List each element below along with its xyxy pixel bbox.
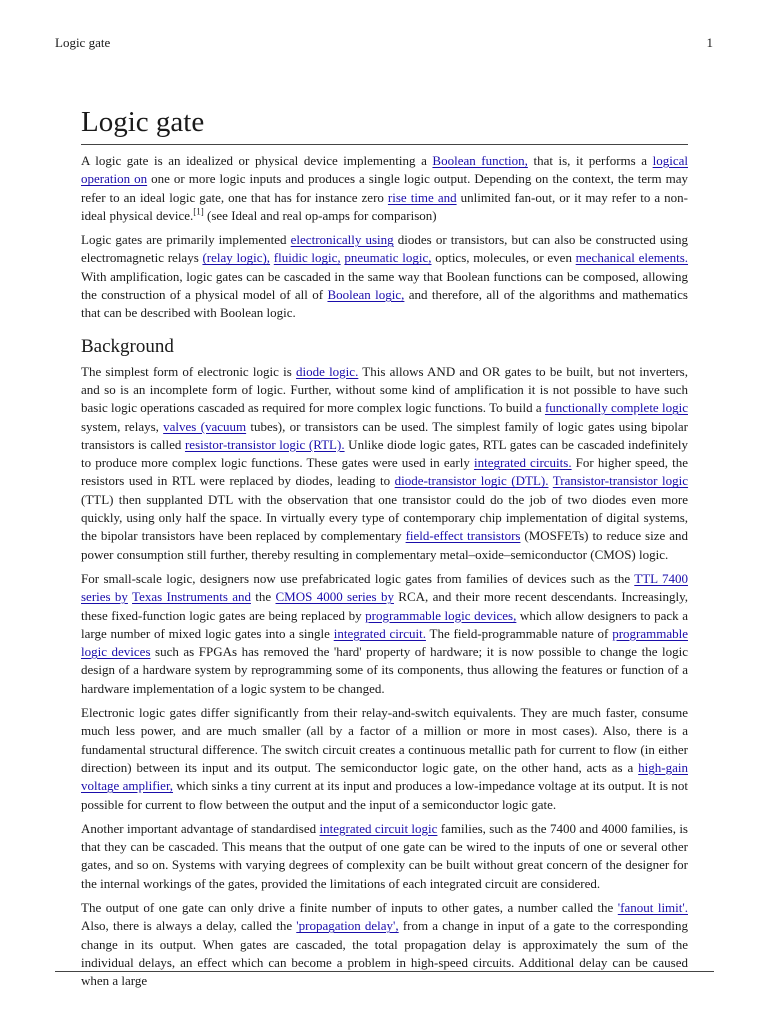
text-run: from a change in input of a gate to the corresponding change in its output. When gates are cascaded, the total propagation delay is approximately the sum of the individual delays, an effect which can become a problem in high-speed circuits. Additional delay can be caused when a large	[81, 918, 688, 989]
link-fanout-limit[interactable]: 'fanout limit'.	[617, 899, 688, 915]
text-run: Logic gates are primarily implemented	[81, 232, 291, 248]
link-logical-operation[interactable]: logical operation on	[81, 153, 688, 187]
link-fluidic-logic[interactable]: fluidic logic,	[273, 250, 341, 266]
text-run: that is, it performs a	[527, 153, 653, 168]
text-run: unlimited fan-out, or it may refer to a non-ideal physical device.	[81, 189, 688, 223]
text-run: This allows AND and OR gates to be built, but not inverters, and so is an incomplete form of logic. Further, without some kind of amplification it is not possible to have such basic logic operations cascaded as required for more complex logic functions. To build a	[81, 363, 688, 416]
citation-ref-1[interactable]: [1]	[193, 206, 204, 217]
text-run: For higher speed, the resistors used in RTL were replaced by diodes, leading to	[81, 455, 688, 489]
text-run: tubes), or transistors can be used. The simplest family of logic gates using bipolar transistors is called	[81, 418, 689, 452]
link-pneumatic-logic[interactable]: pneumatic logic,	[344, 250, 432, 266]
link-vacuum-tubes[interactable]: valves (vacuum	[163, 418, 247, 434]
text-run: RCA, and their more recent descendants. Increasingly, these fixed-function logic gates are being replaced by	[81, 589, 688, 623]
background-paragraph-4	[81, 820, 688, 893]
link-rise-time[interactable]: rise time and	[387, 189, 457, 205]
page-number: 1	[706, 35, 713, 50]
text-run: With amplification, logic gates can be cascaded in the same way that Boolean functions can be composed, allowing the construction of a physical model of all of	[81, 268, 688, 303]
text-run: The simplest form of electronic logic is	[81, 363, 296, 379]
text-run: (TTL) then supplanted DTL with the observation that one transistor could do the job of two diodes even more quickly, using only half the space. In virtually every type of contemporary chip implementation of digital systems, the bipolar transistors have been replaced by complementary	[81, 491, 688, 544]
link-texas-instruments[interactable]: Texas Instruments and	[132, 589, 251, 605]
intro-paragraph-1	[81, 152, 688, 225]
link-boolean-logic[interactable]: Boolean logic,	[327, 287, 405, 303]
text-run: one or more logic inputs and produces a single logic output. Depending on the context, the term may refer to an ideal logic gate, one that has for instance zero	[81, 171, 688, 205]
link-high-gain-amplifier[interactable]: high-gain voltage amplifier,	[81, 759, 688, 794]
text-run: The field-programmable nature of	[425, 625, 613, 641]
link-rtl[interactable]: resistor-transistor logic (RTL).	[184, 436, 345, 452]
text-run: which sinks a tiny current at its input and produces a low-impedance voltage at its output. It is not possible for current to flow between the output and the input of a semiconductor logic gate.	[81, 778, 688, 812]
text-run: For small-scale logic, designers now use prefabricated logic gates from families of devices such as the	[81, 570, 635, 586]
link-programmable-logic-devices[interactable]: programmable logic devices,	[365, 607, 517, 623]
text-run: (MOSFETs) to reduce size and power consumption still further, thereby resulting in complementary metal–oxide–semiconductor (CMOS) logic.	[81, 528, 688, 562]
text-run: families, such as the 7400 and 4000 families, is that they can be cascaded. This means that the output of one gate can be wired to the inputs of one or several other gates, and so on. Systems with varying degrees of complexity can be built without great concern of the designer for the internal workings of the gates, provided the limitations of each integrated circuit are considered.	[81, 820, 688, 891]
text-run: Electronic logic gates differ significantly from their relay-and-switch equivalents. They are much faster, consume much less power, and are much smaller (all by a factor of a million or more in most cases). Also, there is a fundamental structural difference. The switch circuit creates a continuous metallic path for current to flow (in either direction) between its input and its output. The semiconductor logic gate, on the other hand, acts as a	[81, 705, 688, 775]
text-run: (see Ideal and real op-amps for comparison)	[203, 207, 437, 223]
text-run: the	[250, 589, 276, 605]
link-ttl[interactable]: Transistor-transistor logic	[552, 473, 689, 489]
text-run: which allow designers to pack a large number of mixed logic gates into a single	[81, 607, 688, 641]
text-run: system, relays,	[81, 418, 164, 434]
link-boolean-function[interactable]: Boolean function,	[432, 153, 528, 168]
link-integrated-circuit[interactable]: integrated circuit.	[333, 625, 426, 641]
text-run: A logic gate is an idealized or physical device implementing a	[81, 153, 433, 168]
article-body	[81, 104, 688, 996]
background-paragraph-5	[81, 899, 688, 990]
link-relay-logic[interactable]: (relay logic),	[202, 250, 271, 266]
footer-rule	[55, 971, 714, 972]
background-paragraph-3	[81, 704, 688, 814]
section-heading-background: Background	[81, 335, 174, 357]
intro-paragraph-2	[81, 231, 688, 322]
background-paragraph-2	[81, 570, 688, 698]
text-run: The output of one gate can only drive a finite number of inputs to other gates, a number called the	[81, 899, 618, 915]
link-electronically[interactable]: electronically using	[290, 232, 394, 248]
text-run: and therefore, all of the algorithms and mathematics that can be described with Boolean logic.	[81, 287, 688, 321]
text-run: Another important advantage of standardised	[81, 820, 320, 836]
link-mechanical-elements[interactable]: mechanical elements.	[575, 250, 689, 266]
text-run: such as FPGAs has removed the 'hard' property of hardware; it is now possible to change the logic design of a hardware system by reprogramming some of its components, thus allowing the features or function of a hardware implementation of a logic system to be changed.	[81, 644, 688, 696]
link-functionally-complete[interactable]: functionally complete logic	[544, 400, 688, 416]
article-title: Logic gate	[81, 104, 688, 145]
running-header-title: Logic gate	[55, 35, 111, 50]
link-diode-logic[interactable]: diode logic.	[295, 363, 359, 379]
text-run: Also, there is always a delay, called the	[81, 918, 297, 934]
link-dtl[interactable]: diode-transistor logic (DTL).	[394, 473, 549, 489]
link-cmos-4000[interactable]: CMOS 4000 series by	[275, 589, 394, 605]
text-run: optics, molecules, or even	[431, 250, 576, 266]
link-integrated-circuit-logic[interactable]: integrated circuit logic	[319, 820, 438, 836]
text-run: Unlike diode logic gates, RTL gates can be cascaded indefinitely to produce more complex logic functions. These gates were used in early	[81, 436, 688, 471]
text-run: diodes or transistors, but can also be constructed using electromagnetic relays	[81, 232, 688, 266]
background-paragraph-1	[81, 363, 688, 564]
link-integrated-circuits[interactable]: integrated circuits.	[473, 455, 572, 471]
link-propagation-delay[interactable]: 'propagation delay',	[296, 918, 399, 934]
link-programmable-logic-devices-2[interactable]: programmable logic devices	[81, 625, 688, 660]
link-ttl-7400[interactable]: TTL 7400 series by	[81, 570, 689, 605]
link-fet[interactable]: field-effect transistors	[405, 528, 521, 544]
